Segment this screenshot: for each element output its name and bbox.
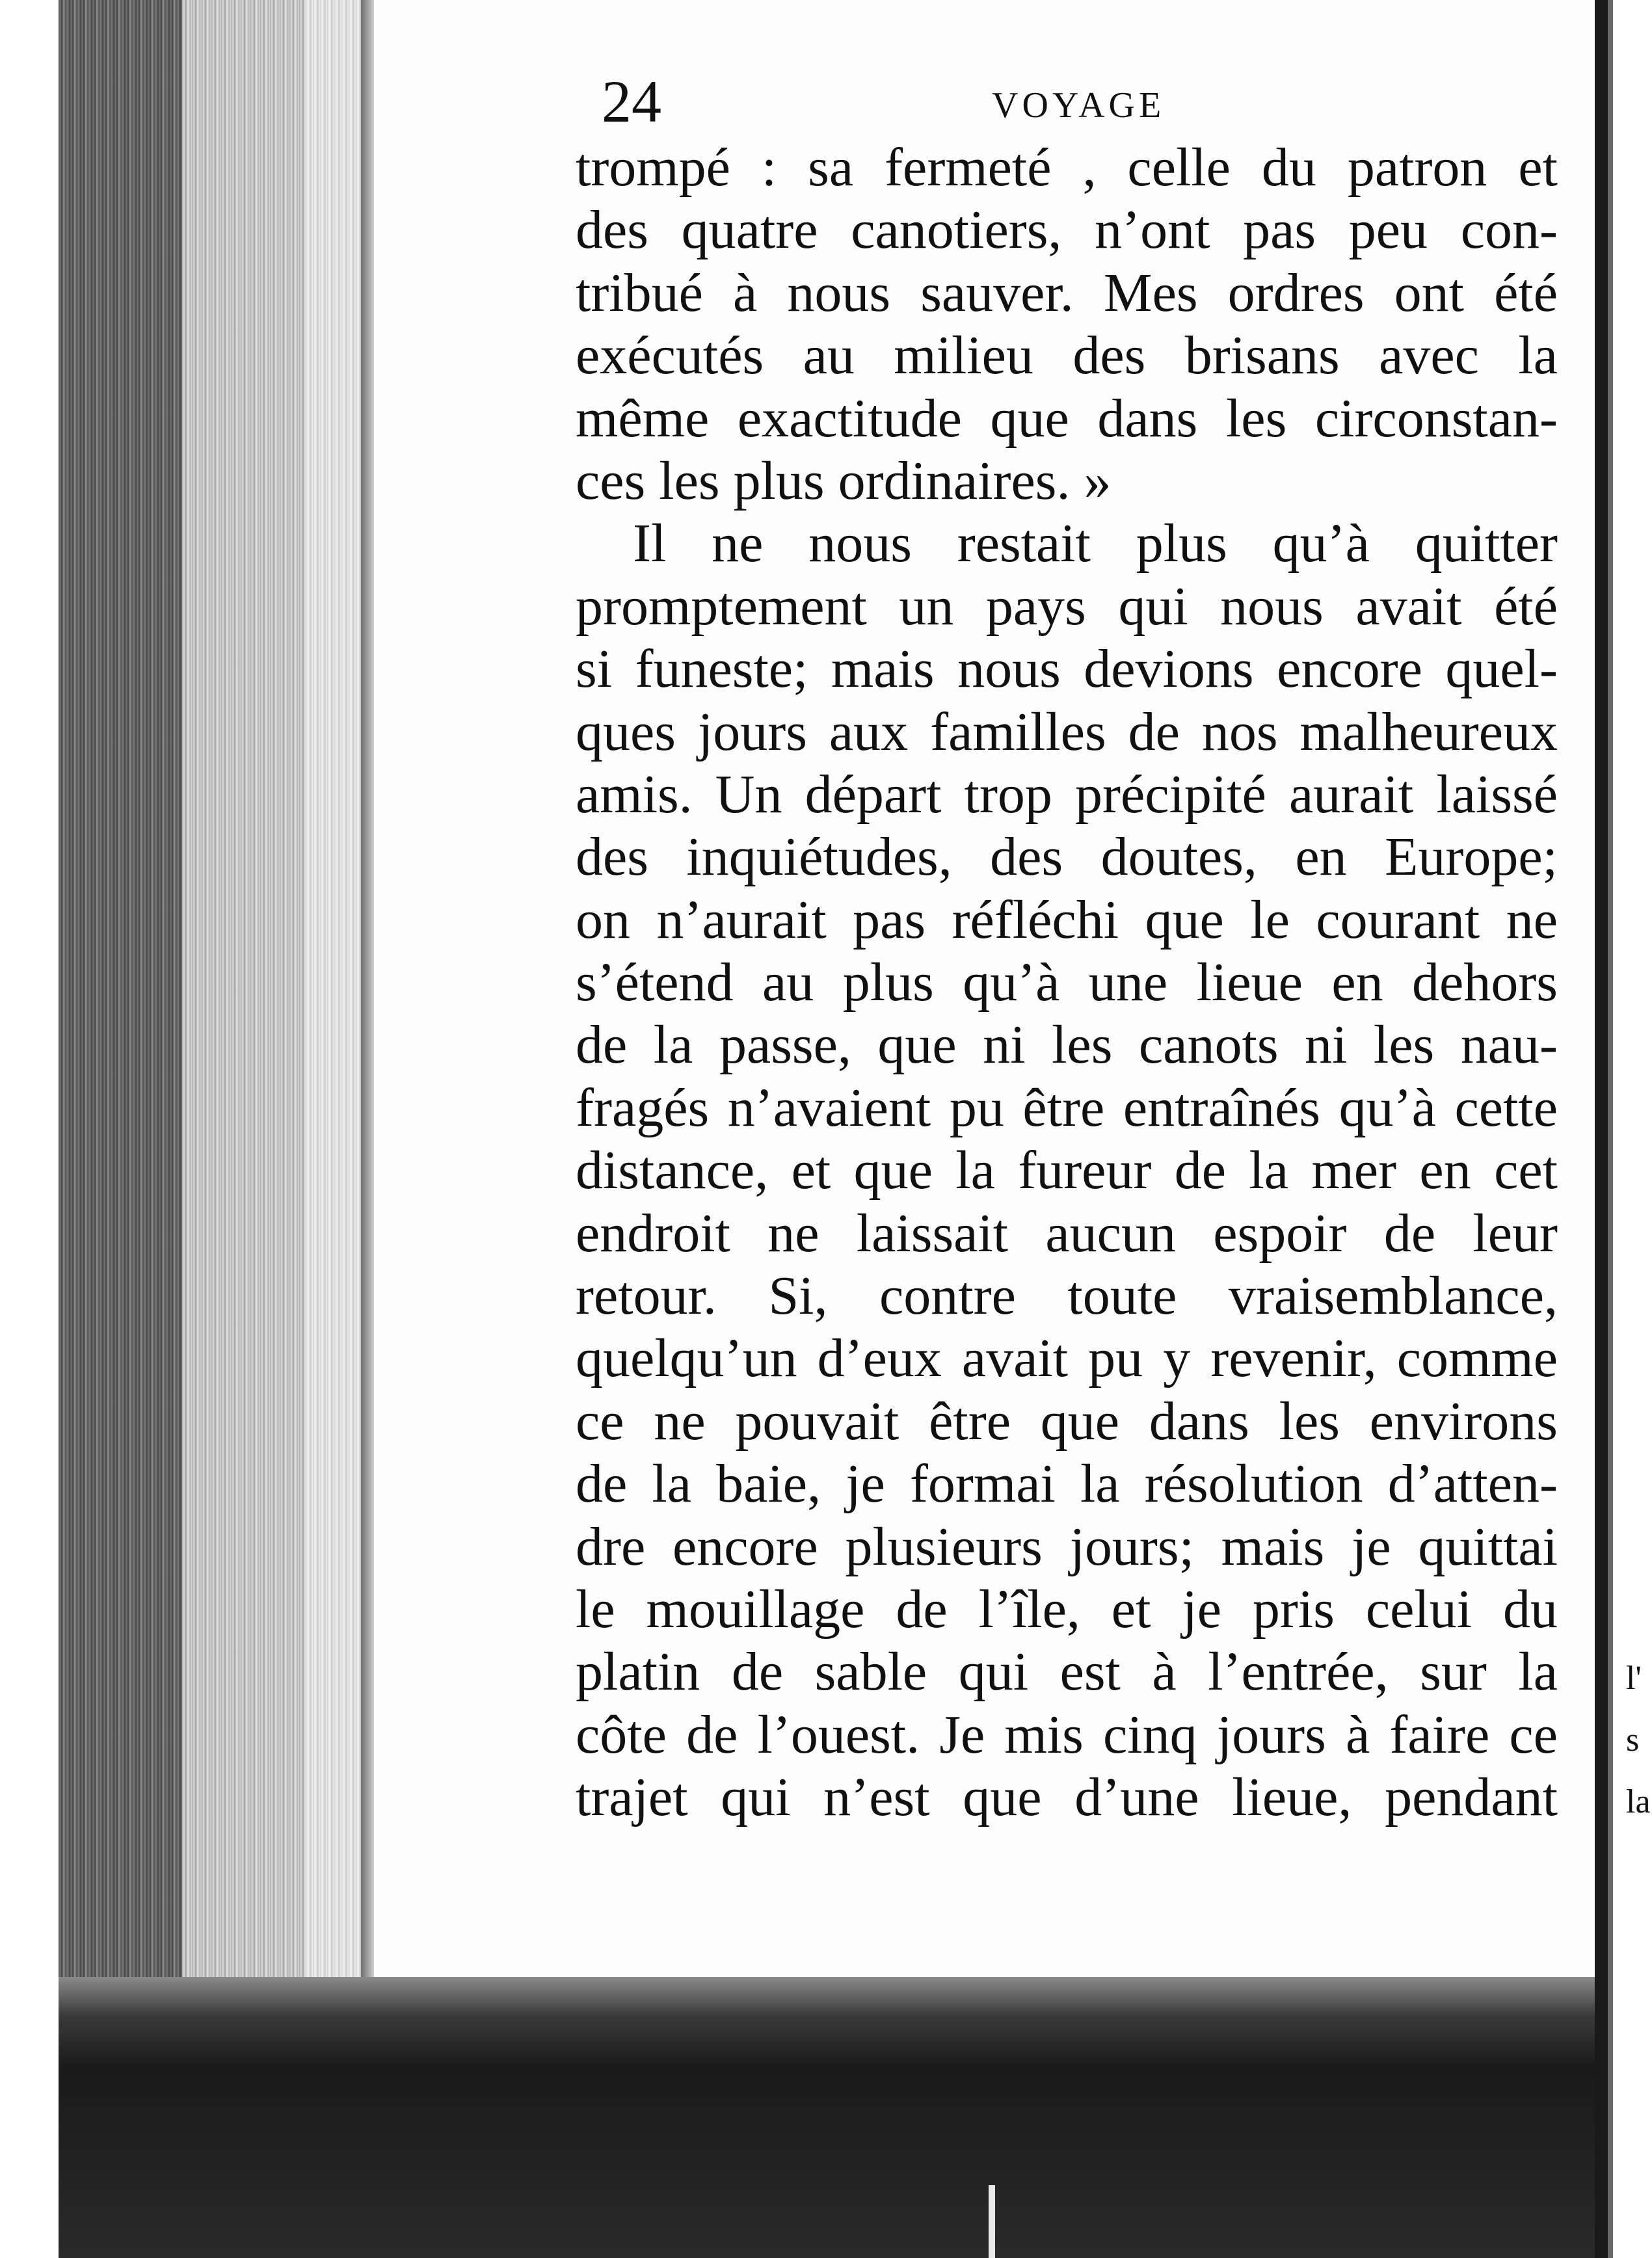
running-title: VOYAGE xyxy=(992,85,1166,126)
text-line: même exactitude que dans les circonstan- xyxy=(576,388,1558,449)
text-line: Il ne nous restait plus qu’à quitter xyxy=(633,513,1558,574)
text-line: des inquiétudes, des doutes, en Europe; xyxy=(576,827,1558,888)
text-line: le mouillage de l’île, et je pris celui du xyxy=(576,1578,1558,1640)
text-line: amis. Un départ trop précipité aurait laissé xyxy=(576,764,1558,825)
page-text xyxy=(576,68,1558,1829)
page-edges-light xyxy=(306,0,364,1984)
text-line: quelqu’un d’eux avait pu y revenir, comme xyxy=(576,1328,1558,1389)
text-line: si funeste; mais nous devions encore quel- xyxy=(576,639,1558,700)
text-line: endroit ne laissait aucun espoir de leur xyxy=(576,1202,1558,1264)
text-line: on n’aurait pas réfléchi que le courant ne xyxy=(576,889,1558,950)
text-line: ques jours aux familles de nos malheureux xyxy=(576,701,1558,762)
text-line: de la baie, je formai la résolution d’atten- xyxy=(576,1454,1558,1515)
text-line: promptement un pays qui nous avait été xyxy=(576,576,1558,637)
right-page-edge xyxy=(1595,0,1608,2258)
page-bottom-shadow xyxy=(59,1977,1606,2258)
text-line: des quatre canotiers, n’ont pas peu con- xyxy=(576,200,1558,261)
page-edges-dark xyxy=(59,0,182,1990)
facing-page-fragment: la xyxy=(1626,1783,1651,1820)
book-page-edges xyxy=(0,0,390,2258)
text-line: trompé : sa fermeté , celle du patron et xyxy=(576,137,1558,198)
text-line: retour. Si, contre toute vraisemblance, xyxy=(576,1266,1558,1327)
text-line: distance, et que la fureur de la mer en cet xyxy=(576,1140,1558,1201)
text-line: côte de l’ouest. Je mis cinq jours à faire ce xyxy=(576,1704,1558,1765)
text-line: de la passe, que ni les canots ni les nau- xyxy=(576,1015,1558,1076)
text-line: exécutés au milieu des brisans avec la xyxy=(576,325,1558,386)
page-edges-mid xyxy=(182,0,306,1977)
text-line: trajet qui n’est que d’une lieue, pendant xyxy=(576,1767,1558,1828)
page-number: 24 xyxy=(602,68,661,135)
right-page-edge-inner xyxy=(1608,0,1613,2258)
text-line: ces les plus ordinaires. » xyxy=(576,450,1112,511)
text-line: platin de sable qui est à l’entrée, sur la xyxy=(576,1641,1558,1703)
gutter-shadow xyxy=(361,0,375,1977)
facing-page-fragment: l' xyxy=(1626,1660,1642,1697)
text-line: fragés n’avaient pu être entraînés qu’à cette xyxy=(576,1077,1558,1138)
running-head xyxy=(576,68,1558,137)
text-line: tribué à nous sauver. Mes ordres ont été xyxy=(576,262,1558,323)
scan-artifact xyxy=(989,2185,995,2258)
facing-page-fragment: s xyxy=(1626,1721,1640,1759)
text-line: ce ne pouvait être que dans les environs xyxy=(576,1390,1558,1452)
text-line: s’étend au plus qu’à une lieue en dehors xyxy=(576,952,1558,1013)
text-line: dre encore plusieurs jours; mais je quittai xyxy=(576,1516,1558,1577)
